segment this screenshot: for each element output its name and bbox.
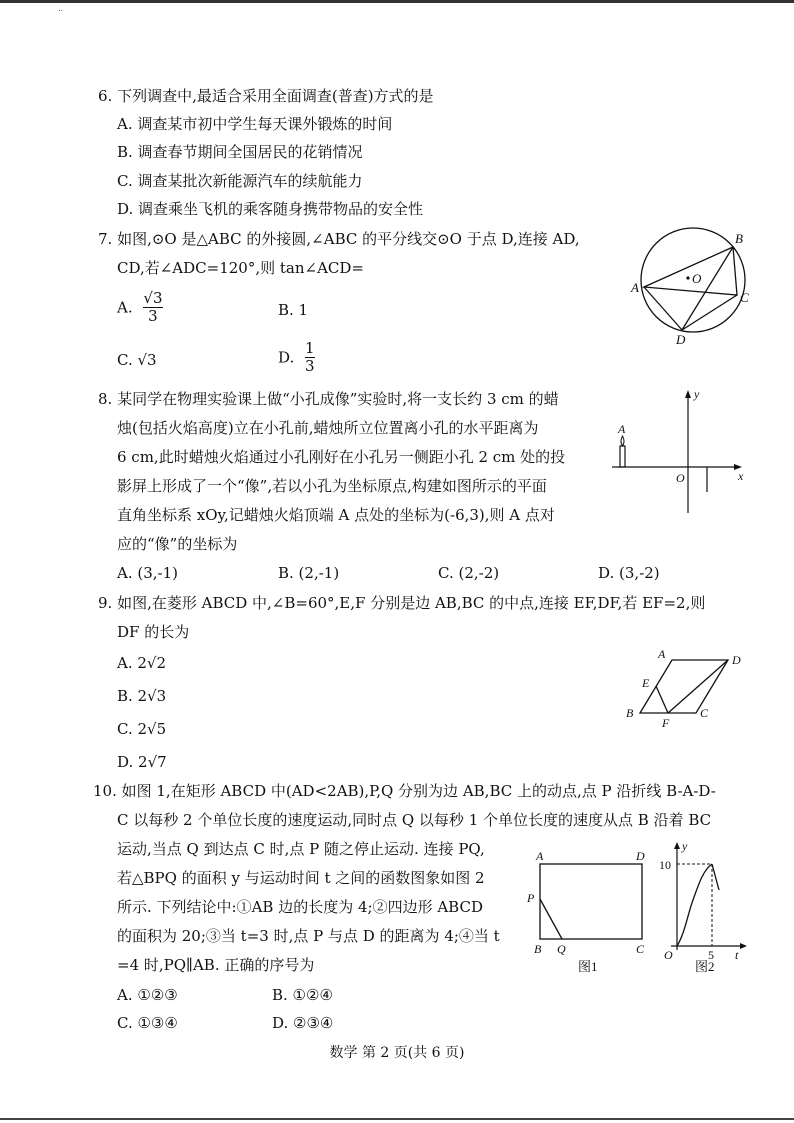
- q10-fig1-caption: 图1: [578, 959, 598, 974]
- q8-y-arrow: [685, 390, 691, 398]
- q7-segment-cd: [682, 295, 737, 330]
- q8-option-c: C. (2,-2): [438, 564, 500, 582]
- q7-triangle-abc: [644, 247, 737, 295]
- q10-stem-line4: 若△BPQ 的面积 y 与运动时间 t 之间的函数图象如图 2: [117, 869, 485, 887]
- bottom-border: [0, 1118, 794, 1120]
- q10-fig1-label-c: C: [636, 942, 645, 956]
- q10-fig2-y-arrow: [674, 842, 680, 849]
- q6-option-c: C. 调查某批次新能源汽车的续航能力: [117, 172, 363, 190]
- q9-stem-line1: 9. 如图,在菱形 ABCD 中,∠B=60°,E,F 分别是边 AB,BC 的中点,连接 EF,DF,若 EF=2,则: [98, 594, 706, 612]
- q10-figure1: [522, 845, 657, 975]
- q9-label-c: C: [700, 706, 709, 720]
- q8-stem-line3: 6 cm,此时蜡烛火焰通过小孔刚好在小孔另一侧距小孔 2 cm 处的投: [117, 448, 566, 466]
- q9-stem-line2: DF 的长为: [117, 623, 190, 641]
- q7-label-a: A: [631, 280, 639, 295]
- q7-label-d: D: [676, 332, 686, 347]
- q7-stem-line2: CD,若∠ADC=120°,则 tan∠ACD=: [117, 259, 364, 277]
- q10-fig2-label-y: y: [682, 839, 688, 853]
- q7-option-c: C. √3: [117, 351, 157, 369]
- q10-fig1-label-b: B: [534, 942, 542, 956]
- q7-option-a-label: A.: [117, 298, 133, 317]
- q7-circle-figure: [630, 224, 760, 347]
- q10-fig1-label-q: Q: [557, 942, 566, 956]
- q6-stem: 6. 下列调查中,最适合采用全面调查(普查)方式的是: [98, 87, 434, 105]
- q7-option-a-numerator: √3: [143, 289, 163, 307]
- q10-fig1-label-d: D: [636, 849, 645, 863]
- q9-option-a: A. 2√2: [117, 654, 167, 672]
- q9-segment-df: [668, 660, 728, 713]
- q9-option-c: C. 2√5: [117, 720, 167, 738]
- q10-stem-line2: C 以每秒 2 个单位长度的速度运动,同时点 Q 以每秒 1 个单位长度的速度从点 B 沿着 BC: [117, 811, 712, 829]
- q8-candle-body: [620, 446, 625, 467]
- q9-label-e: E: [642, 676, 650, 690]
- q10-fig2-label-5: 5: [708, 948, 714, 962]
- q7-option-a: [117, 290, 163, 334]
- q9-label-d: D: [732, 653, 741, 667]
- q10-stem-line7: =4 时,PQ∥AB. 正确的序号为: [117, 956, 315, 974]
- page-footer: 数学 第 2 页(共 6 页): [329, 1045, 465, 1061]
- q9-segment-ef: [656, 686, 668, 713]
- q10-fig1-label-a: A: [536, 849, 544, 863]
- q10-option-d: D. ②③④: [272, 1014, 334, 1032]
- q8-stem-line5: 直角坐标系 xOy,记蜡烛火焰顶端 A 点处的坐标为(-6,3),则 A 点对: [117, 506, 555, 524]
- q10-fig2-label-t: t: [735, 948, 739, 962]
- q7-option-d-numerator: 1: [305, 339, 315, 357]
- q10-stem-line6: 的面积为 20;③当 t=3 时,点 P 与点 D 的距离为 4;④当 t: [117, 927, 500, 945]
- q9-option-d: D. 2√7: [117, 753, 167, 771]
- q10-stem-line1: 10. 如图 1,在矩形 ABCD 中(AD<2AB),P,Q 分别为边 AB,BC 上的动点,点 P 沿折线 B-A-D-: [93, 782, 716, 800]
- q10-fig2-label-10: 10: [659, 858, 671, 872]
- q10-fig2-caption: 图2: [695, 959, 715, 974]
- q9-label-a: A: [658, 647, 666, 661]
- q10-figure2: [655, 838, 755, 975]
- q10-option-b: B. ①②④: [272, 986, 333, 1004]
- q7-option-d: [278, 340, 315, 384]
- q7-option-a-fraction: [143, 290, 162, 325]
- q7-option-a-denominator: 3: [143, 307, 162, 325]
- q8-stem-line1: 8. 某同学在物理实验课上做“小孔成像”实验时,将一支长约 3 cm 的蜡: [98, 390, 559, 408]
- q8-label-y: y: [694, 387, 700, 401]
- q9-rhombus-figure: [620, 645, 780, 735]
- q10-fig2-curve-rising: [677, 864, 712, 946]
- q7-option-d-label: D.: [278, 348, 295, 367]
- q10-fig2-label-o: O: [664, 948, 673, 962]
- q9-label-f: F: [662, 716, 670, 730]
- q10-stem-line3: 运动,当点 Q 到达点 C 时,点 P 随之停止运动. 连接 PQ,: [117, 840, 485, 858]
- q8-option-d: D. (3,-2): [598, 564, 660, 582]
- q8-label-o: O: [676, 471, 685, 485]
- q9-label-b: B: [626, 706, 634, 720]
- q8-label-x: x: [738, 469, 744, 483]
- q8-candle-flame: [621, 436, 624, 446]
- q8-option-b: B. (2,-1): [278, 564, 340, 582]
- q7-label-c: C: [740, 290, 749, 305]
- q7-center-point: [686, 276, 689, 279]
- q10-fig2-x-arrow: [740, 943, 747, 949]
- q10-fig2-curve-falling: [712, 864, 719, 890]
- q7-label-o: O: [692, 271, 702, 286]
- q7-label-b: B: [735, 231, 743, 246]
- q10-segment-pq: [540, 899, 562, 939]
- q8-stem-line2: 烛(包括火焰高度)立在小孔前,蜡烛所立位置离小孔的水平距离为: [117, 419, 539, 437]
- q8-coordinate-figure: [610, 388, 750, 518]
- q8-option-a: A. (3,-1): [117, 564, 178, 582]
- scan-mark: ..: [58, 4, 64, 13]
- q10-option-a: A. ①②③: [117, 986, 178, 1004]
- q9-option-b: B. 2√3: [117, 687, 167, 705]
- q8-stem-line4: 影屏上形成了一个“像”,若以小孔为坐标原点,构建如图所示的平面: [117, 477, 547, 495]
- q10-stem-line5: 所示. 下列结论中:①AB 边的长度为 4;②四边形 ABCD: [117, 898, 483, 916]
- q6-option-b: B. 调查春节期间全国居民的花销情况: [117, 143, 363, 161]
- q6-option-a: A. 调查某市初中学生每天课外锻炼的时间: [117, 115, 393, 133]
- q10-option-c: C. ①③④: [117, 1014, 178, 1032]
- q6-option-d: D. 调查乘坐飞机的乘客随身携带物品的安全性: [117, 200, 424, 218]
- q9-rhombus-abcd: [640, 660, 728, 713]
- q8-stem-line6: 应的“像”的坐标为: [117, 535, 238, 553]
- q7-option-d-fraction: [305, 340, 315, 375]
- top-border: [0, 0, 794, 3]
- q7-option-d-denominator: 3: [305, 357, 315, 375]
- q7-option-b: B. 1: [278, 301, 309, 319]
- q8-label-a: A: [618, 422, 626, 436]
- q7-stem-line1: 7. 如图,⊙O 是△ABC 的外接圆,∠ABC 的平分线交⊙O 于点 D,连接 AD,: [98, 230, 580, 248]
- q7-bisector-bd: [682, 247, 733, 330]
- q10-fig1-label-p: P: [527, 891, 535, 905]
